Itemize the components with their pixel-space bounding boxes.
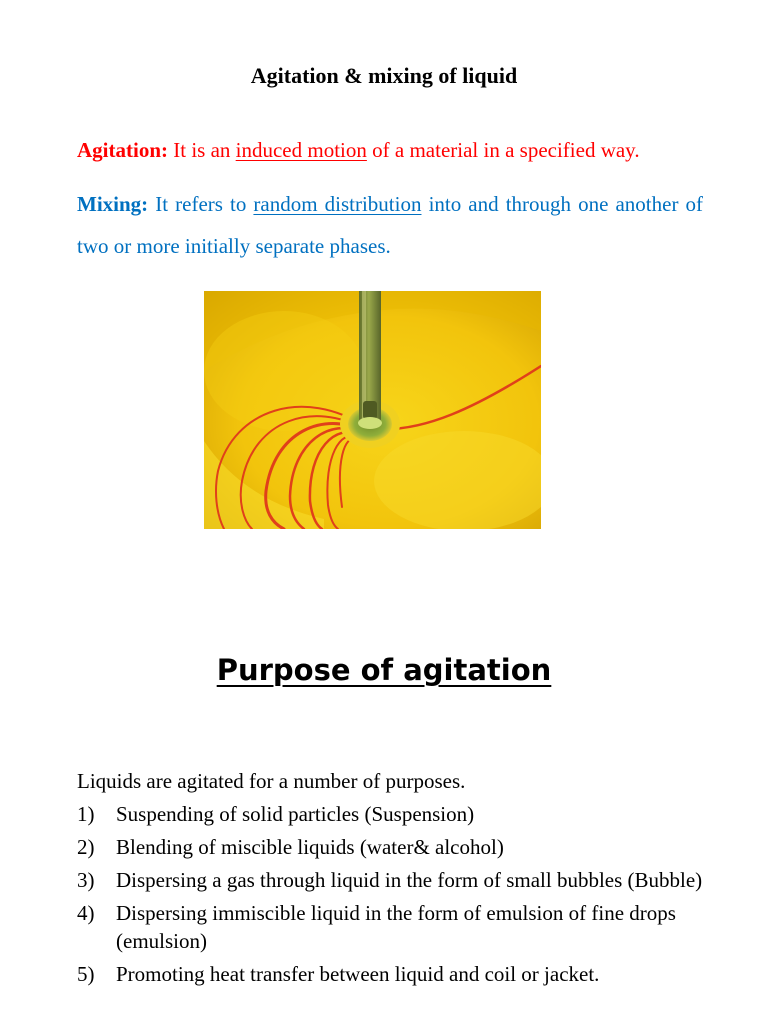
list-item-number: 3)	[77, 868, 95, 892]
agitation-text-before: It is an	[173, 138, 231, 162]
list-item-number: 2)	[77, 835, 95, 859]
purposes-list	[77, 800, 717, 993]
intro-text: Liquids are agitated for a number of purposes.	[77, 769, 466, 793]
section-heading-text: Purpose of agitation	[216, 653, 552, 687]
mixing-text-before: It refers to	[155, 192, 247, 216]
mixing-vortex-photo	[204, 291, 541, 529]
list-item	[77, 800, 717, 828]
list-item-text: Suspending of solid particles (Suspension)	[116, 802, 475, 826]
mixing-term: Mixing:	[77, 192, 149, 216]
agitation-definition	[77, 136, 703, 164]
mixing-underlined-phrase: random distribution	[253, 192, 422, 216]
section-heading	[0, 650, 768, 690]
page-title: Agitation & mixing of liquid	[250, 63, 518, 88]
list-item-number: 5)	[77, 962, 95, 986]
mixing-definition	[77, 183, 703, 267]
list-item-text: Promoting heat transfer between liquid and coil or jacket.	[116, 962, 600, 986]
agitation-text-after: of a material in a specified way.	[372, 138, 640, 162]
list-item-text: Dispersing a gas through liquid in the form of small bubbles (Bubble)	[116, 868, 703, 892]
list-item	[77, 960, 717, 988]
agitation-underlined-phrase: induced motion	[235, 138, 367, 162]
agitation-term: Agitation:	[77, 138, 168, 162]
list-item	[77, 899, 717, 955]
list-item	[77, 866, 717, 894]
list-item-number: 4)	[77, 901, 95, 925]
mixing-text-after: into and through one another of two or more initially separate phases.	[77, 192, 704, 258]
list-item-text: Dispersing immiscible liquid in the form of emulsion of fine drops (emulsion)	[116, 901, 676, 953]
list-item-number: 1)	[77, 802, 95, 826]
list-item	[77, 833, 717, 861]
list-item-text: Blending of miscible liquids (water& alcohol)	[116, 835, 504, 859]
